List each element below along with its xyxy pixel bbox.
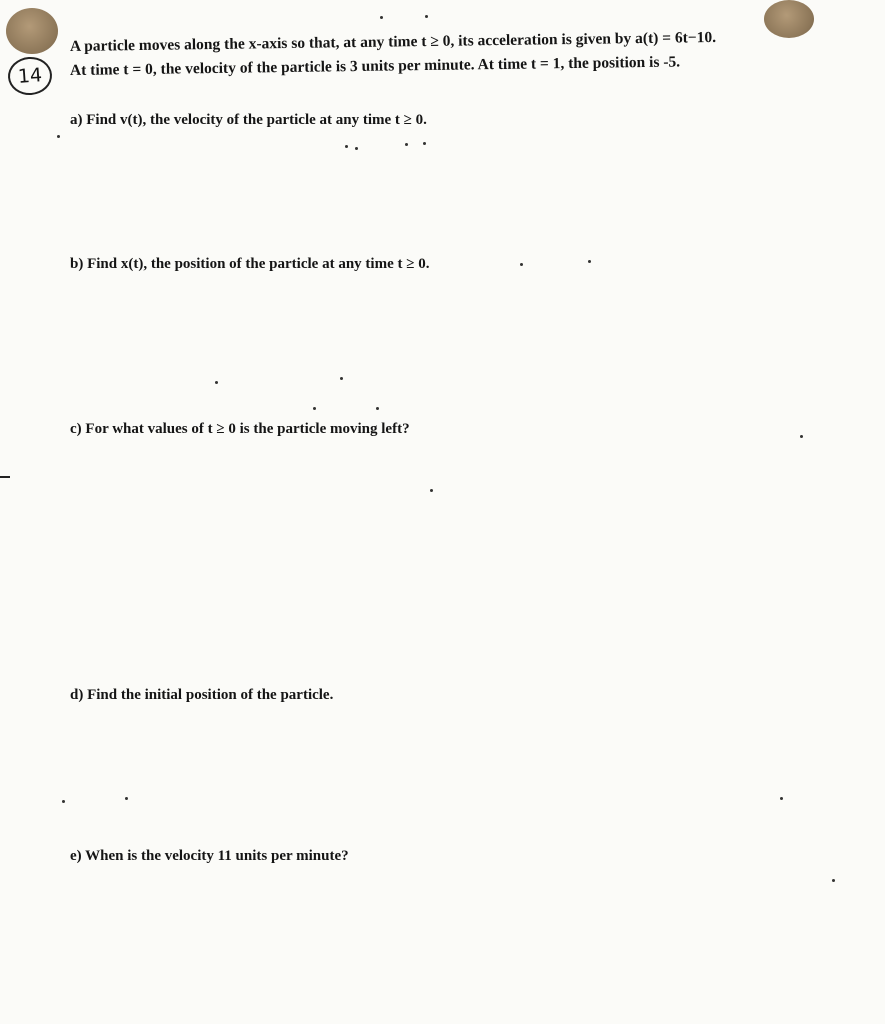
paper-speck xyxy=(376,407,379,410)
paper-speck xyxy=(345,145,348,148)
punch-hole-left xyxy=(6,8,58,54)
paper-speck xyxy=(588,260,591,263)
paper-speck xyxy=(405,143,408,146)
paper-speck xyxy=(313,407,316,410)
paper-speck xyxy=(800,435,803,438)
part-e-question: e) When is the velocity 11 units per minute? xyxy=(70,848,349,864)
margin-mark xyxy=(0,476,10,478)
paper-speck xyxy=(423,142,426,145)
paper-speck xyxy=(430,489,433,492)
paper-speck xyxy=(780,797,783,800)
part-c-question: c) For what values of t ≥ 0 is the particle moving left? xyxy=(70,421,410,437)
punch-hole-right xyxy=(764,0,814,38)
paper-speck xyxy=(340,377,343,380)
paper-speck xyxy=(125,797,128,800)
part-a-question: a) Find v(t), the velocity of the particle at any time t ≥ 0. xyxy=(70,112,427,128)
part-b-question: b) Find x(t), the position of the particle at any time t ≥ 0. xyxy=(70,256,430,272)
problem-statement-line-2: At time t = 0, the velocity of the particle is 3 units per minute. At time t = 1, the position is -5. xyxy=(69,53,681,79)
part-d-question: d) Find the initial position of the particle. xyxy=(70,687,334,703)
paper-speck xyxy=(520,263,523,266)
paper-speck xyxy=(62,800,65,803)
paper-speck xyxy=(215,381,218,384)
paper-speck xyxy=(380,16,383,19)
paper-speck xyxy=(425,15,428,18)
question-number-circle: 14 xyxy=(7,56,54,97)
problem-statement-line-1: A particle moves along the x-axis so that, at any time t ≥ 0, its acceleration is given by a(t) = 6t−10. xyxy=(69,28,717,55)
paper-speck xyxy=(57,135,60,138)
paper-speck xyxy=(355,147,358,150)
paper-speck xyxy=(832,879,835,882)
